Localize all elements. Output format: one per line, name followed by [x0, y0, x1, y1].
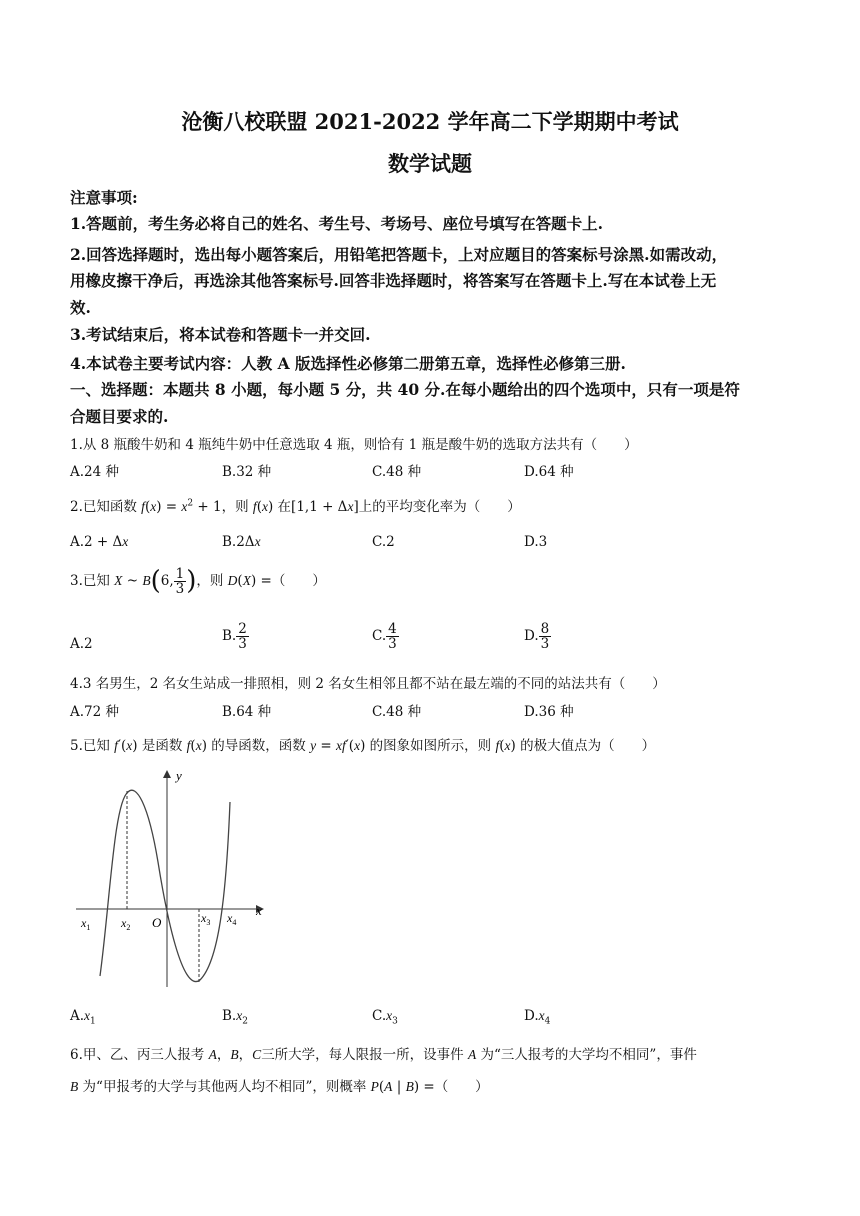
- q5-option-c: $C.x_3$: [372, 1008, 398, 1027]
- question-2-stem: 2.已知函数 $f(x) = x^2 + 1$，则 f(x) 在[1,1 + Δx]上的平均变化率为（ ）: [70, 498, 521, 515]
- notice-item: 1.答题前，考生务必将自己的姓名、考生号、考场号、座位号填写在答题卡上.: [70, 214, 604, 233]
- q2-option-b: B.2Δx: [222, 534, 261, 550]
- q1-option-c: C.48 种: [372, 464, 422, 480]
- page-subtitle: 数学试题: [388, 151, 472, 176]
- q3-option-d: D. $\frac{8}{3}$: [524, 621, 550, 653]
- q1-option-d: D.64 种: [524, 464, 574, 480]
- q3-option-b: B. $\frac{2}{3}$: [222, 621, 247, 653]
- y-axis-label: y: [176, 768, 182, 783]
- derivative-graph: [70, 762, 280, 992]
- q2-option-a: A.2 + Δx: [70, 534, 129, 550]
- notice-item: 3.考试结束后，将本试卷和答题卡一并交回.: [70, 325, 371, 344]
- q2-option-d: D.3: [524, 534, 548, 550]
- question-5-stem: 5.已知 f′(x) 是函数 f(x) 的导函数，函数 y = xf′(x) 的图象如图所示，则 f(x) 的极大值点为（ ）: [70, 738, 656, 754]
- q4-option-d: D.36 种: [524, 704, 574, 720]
- x2-label: $x_2$: [121, 916, 131, 932]
- q3-option-a: A.2: [70, 636, 93, 652]
- question-3-stem: 3.已知 X ~ B(6, $\frac{1}{3}$ )，则 D(X) =（ ）: [70, 565, 326, 597]
- x4-label: $x_4$: [227, 911, 237, 927]
- question-4-stem: 4.3 名男生，2 名女生站成一排照相，则 2 名女生相邻且都不站在最左端的不同的站法共有（ ）: [70, 676, 666, 692]
- q4-option-a: A.72 种: [70, 704, 120, 720]
- section-heading: 合题目要求的.: [70, 407, 169, 426]
- q5-option-d: $D.x_4$: [524, 1008, 551, 1027]
- notice-item: 用橡皮擦干净后，再选涂其他答案标号.回答非选择题时，将答案写在答题卡上.写在本试卷上无: [70, 271, 717, 290]
- q5-option-a: $A.x_1$: [70, 1008, 96, 1027]
- curve-y-xfprime: [100, 790, 230, 981]
- notice-heading: 注意事项:: [70, 188, 138, 207]
- question-6-stem-line2: B 为“甲报考的大学与其他两人均不相同”，则概率 P(A | B) =（ ）: [70, 1079, 489, 1095]
- x1-label: $x_1$: [81, 916, 91, 932]
- q4-option-c: C.48 种: [372, 704, 422, 720]
- page-title: 沧衡八校联盟 2021-2022 学年高二下学期期中考试: [181, 109, 679, 134]
- q3-option-c: C. $\frac{4}{3}$: [372, 621, 397, 653]
- question-6-stem-line1: 6.甲、乙、丙三人报考 A，B，C三所大学，每人限报一所，设事件 A 为“三人报考的大学均不相同”，事件: [70, 1047, 697, 1063]
- x3-label: $x_3$: [201, 911, 211, 927]
- q1-option-b: B.32 种: [222, 464, 272, 480]
- q5-option-b: $B.x_2$: [222, 1008, 248, 1027]
- notice-item: 2.回答选择题时，选出每小题答案后，用铅笔把答题卡，上对应题目的答案标号涂黑.如需改动，: [70, 245, 728, 264]
- y-axis-arrow: [163, 770, 171, 778]
- q1-option-a: A.24 种: [70, 464, 120, 480]
- origin-label: O: [152, 915, 162, 930]
- x-axis-label: x: [256, 903, 262, 918]
- notice-item: 4.本试卷主要考试内容：人教 A 版选择性必修第二册第五章，选择性必修第三册.: [70, 354, 626, 373]
- section-heading: 一、选择题：本题共 8 小题，每小题 5 分，共 40 分.在每小题给出的四个选项中，只有一项是符: [70, 380, 740, 399]
- notice-item: 效.: [70, 298, 91, 317]
- q4-option-b: B.64 种: [222, 704, 272, 720]
- question-1-stem: 1.从 8 瓶酸牛奶和 4 瓶纯牛奶中任意选取 4 瓶，则恰有 1 瓶是酸牛奶的选取方法共有（ ）: [70, 437, 638, 453]
- q2-option-c: C.2: [372, 534, 395, 550]
